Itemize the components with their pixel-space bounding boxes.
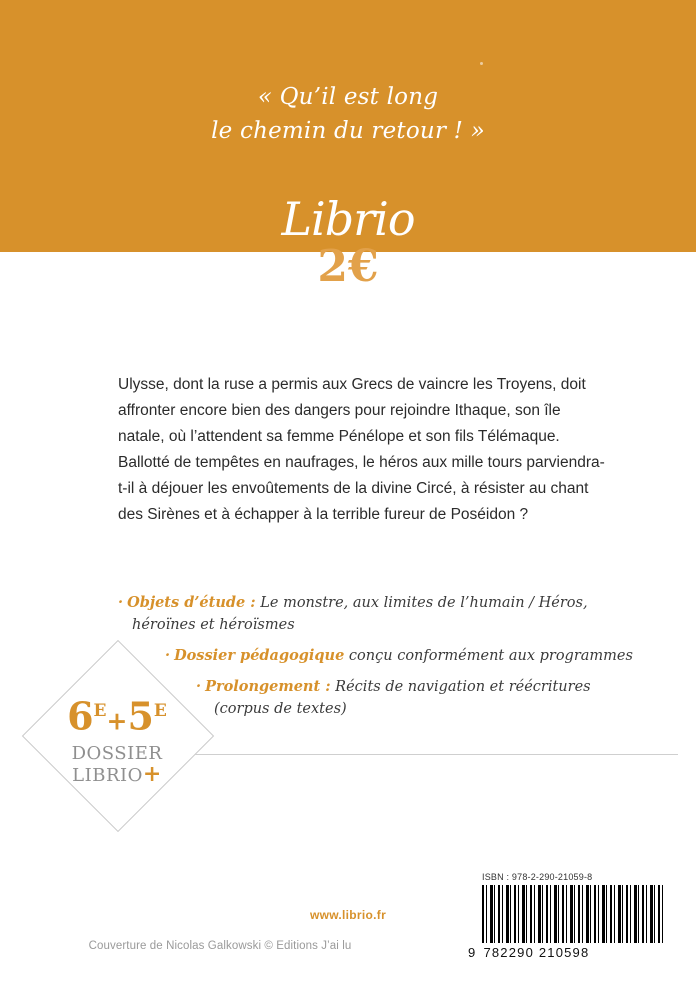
quote-line-1: « Qu’il est long bbox=[257, 84, 439, 110]
badge-grade-second-sup: E bbox=[153, 701, 167, 721]
bullet-continuation: (corpus de textes) bbox=[214, 701, 347, 717]
barcode-digits bbox=[468, 945, 664, 960]
barcode-digit-group: 782290 210598 bbox=[483, 945, 590, 960]
speck-mark bbox=[480, 62, 483, 65]
badge-grade-second: 5 bbox=[127, 693, 154, 739]
bullet-marker: · bbox=[165, 647, 171, 664]
logo-name: Librio bbox=[281, 192, 415, 246]
badge-caption-line1: DOSSIER bbox=[71, 743, 163, 764]
quote-line-2: le chemin du retour ! » bbox=[211, 118, 485, 144]
bullet-marker: · bbox=[118, 594, 124, 611]
cover-credit: Couverture de Nicolas Galkowski © Editions J’ai lu bbox=[88, 940, 352, 952]
bullet-rest: Récits de navigation et réécritures bbox=[330, 679, 591, 695]
badge-content bbox=[22, 640, 212, 830]
book-blurb: Ulysse, dont la ruse a permis aux Grecs de vaincre les Troyens, doit affronter encore bien des dangers pour rejoindre Ithaque, son île natale, où l’attendent sa femme Pénélope et son fils Télémaque. Ballotté de tempêtes en naufrages, le héros aux mille tours parviendra-t-il à déjouer les envoûtements de la divine Circé, à résister au chant des Sirènes et à échapper à la terrible fureur de Poséidon ? bbox=[118, 376, 605, 523]
bullet-lead: Dossier pédagogique bbox=[174, 647, 345, 664]
bullet-lead: Objets d’étude : bbox=[127, 594, 256, 611]
badge-grade-first-sup: E bbox=[93, 701, 107, 721]
badge-caption-plus: + bbox=[142, 761, 162, 787]
badge-grades bbox=[22, 692, 212, 741]
list-item bbox=[118, 592, 683, 636]
cover-quote bbox=[0, 80, 696, 148]
badge-caption bbox=[22, 743, 212, 786]
badge-caption-line2: LIBRIO bbox=[72, 765, 143, 786]
list-item bbox=[196, 676, 683, 720]
website-link[interactable]: www.librio.fr bbox=[309, 908, 387, 922]
bullet-rest: conçu conformément aux programmes bbox=[344, 648, 633, 664]
bullet-continuation: héroïnes et héroïsmes bbox=[132, 617, 295, 633]
librio-logo bbox=[0, 192, 696, 292]
bullet-lead: Prolongement : bbox=[205, 678, 331, 695]
dossier-badge bbox=[22, 640, 212, 830]
badge-grade-first: 6 bbox=[67, 693, 94, 739]
bullet-rest: Le monstre, aux limites de l’humain / Héros, bbox=[255, 595, 588, 611]
isbn-text: ISBN : 978-2-290-21059-8 bbox=[482, 872, 593, 882]
barcode-lead-digit: 9 bbox=[468, 945, 477, 960]
divider bbox=[178, 754, 678, 755]
bullet-marker: · bbox=[196, 678, 202, 695]
badge-plus: + bbox=[106, 706, 128, 736]
list-item bbox=[165, 645, 683, 667]
logo-price: 2€ bbox=[317, 241, 379, 292]
